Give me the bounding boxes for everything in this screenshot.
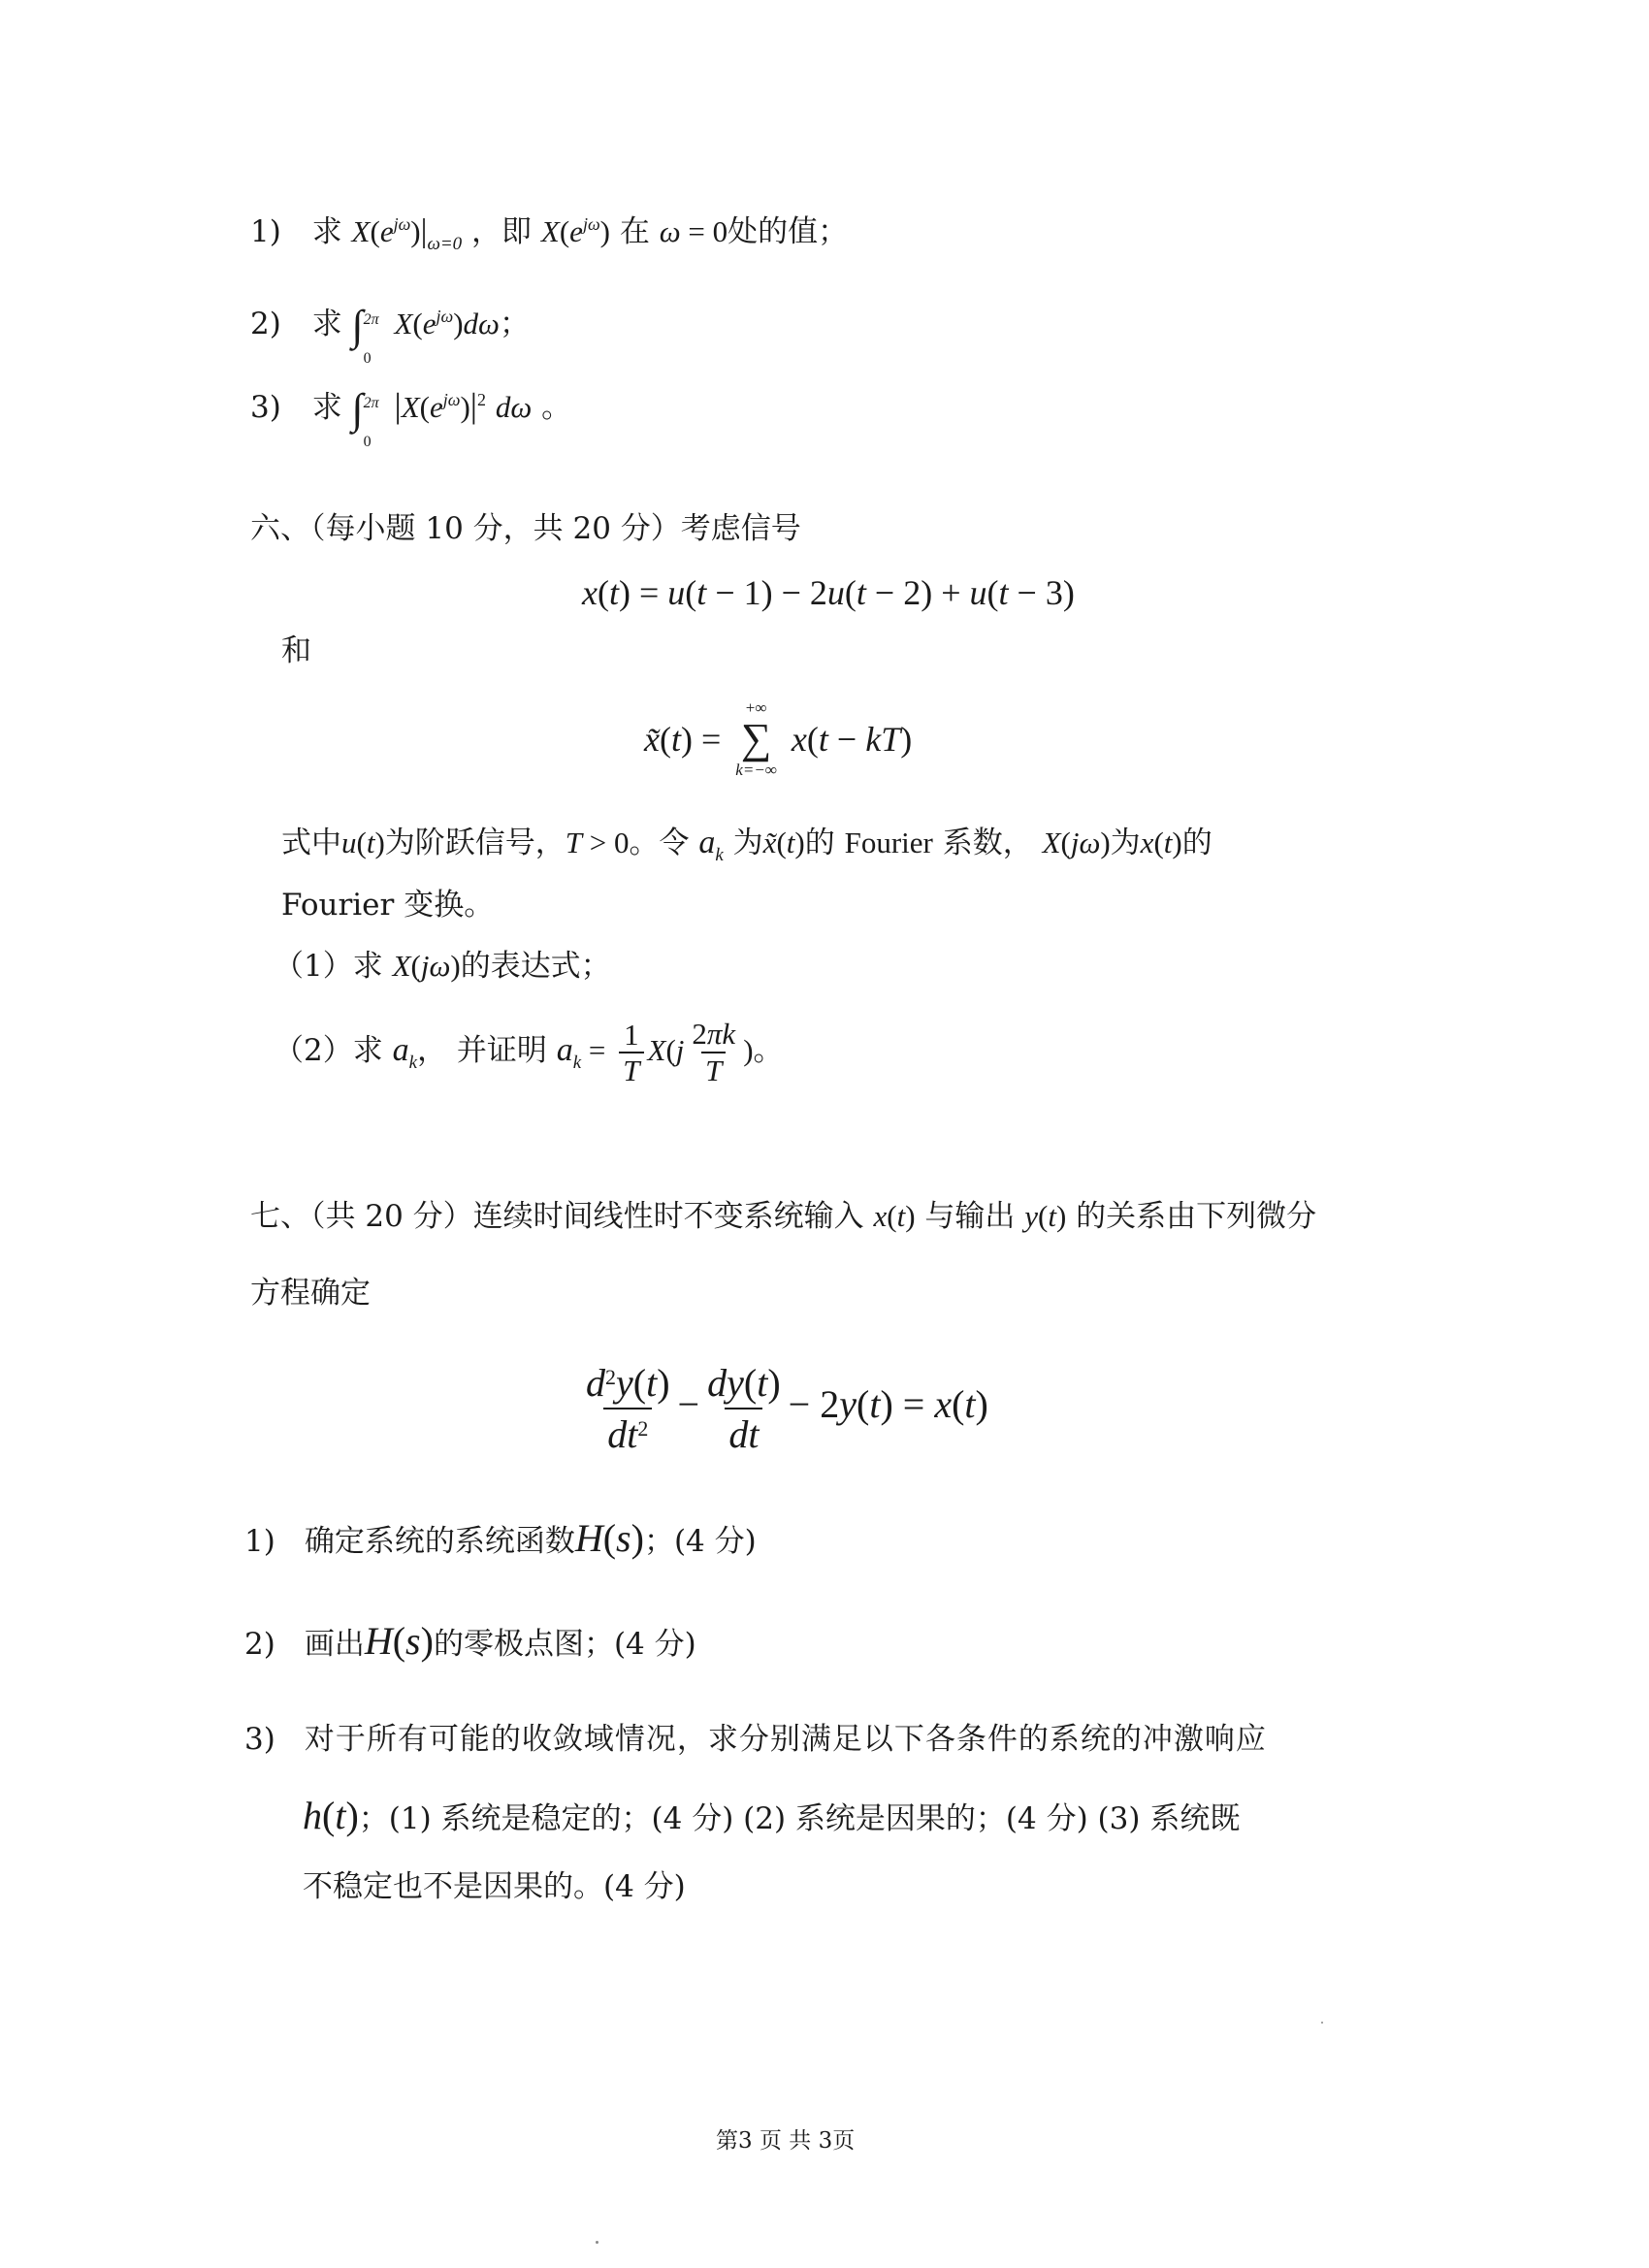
- top-item-3: 3) 求 ∫ 2π 0 $|X(e^{j\omega})|^2$ dω 。: [250, 385, 572, 450]
- q6-sub1: （1）求 X(jω)的表达式；: [274, 949, 611, 984]
- q7-equation: $\frac{d^2y(t)}{dt^2}$ − $\frac{dy(t)}{dt}$ − 2y(t) = x(t): [586, 1361, 988, 1456]
- top-item-2-num: 2): [250, 307, 281, 341]
- page-footer: 第3 页 共 3页: [716, 2128, 856, 2154]
- scan-speck: [596, 2241, 598, 2244]
- q6-heading: 六、（每小题 10 分，共 20 分）考虑信号: [250, 511, 801, 546]
- q7-item-3-line3: 不稳定也不是因果的。(4 分): [303, 1869, 686, 1904]
- top-item-1-num: 1): [250, 214, 281, 249]
- top-item-1-pre: 求: [311, 214, 342, 249]
- top-item-3-pre: 求: [311, 390, 342, 425]
- top-item-3-num: 3): [250, 390, 281, 425]
- q6-desc-line1: 式中u(t)为阶跃信号，T > 0。令 $a_k$ 为x̃(t)的 Fourier 系数， X(jω)为x(t)的: [281, 825, 1212, 865]
- q7-item-1: 1) 确定系统的系统函数H(s)；(4 分): [244, 1516, 757, 1560]
- top-item-1-math: X: [351, 214, 371, 248]
- q7-heading: 七、（共 20 分）连续时间线性时不变系统输入 x(t) 与输出 y(t) 的关系由下列微分: [250, 1199, 1317, 1234]
- q6-eq2: x̃(t) = +∞ ∑ k=−∞ x(t − kT): [644, 698, 913, 779]
- scan-speck: [1321, 2022, 1323, 2024]
- q6-sub2: （2）求 $a_k$， 并证明 $a_k$ = $\frac{1}{T}$ X(j $\frac{2\pi k}{T}$ )。: [274, 1017, 784, 1087]
- q7-item-3: 3) 对于所有可能的收敛域情况，求分别满足以下各条件的系统的冲激响应: [244, 1722, 1267, 1757]
- top-item-2-pre: 求: [311, 307, 342, 341]
- q7-item-3-line2: h(t)；(1) 系统是稳定的；(4 分) (2) 系统是因果的；(4 分) (3) 系统既: [303, 1794, 1241, 1837]
- q6-and: 和: [281, 633, 311, 668]
- top-item-2: 2) 求 ∫ 2π 0 $X(e^{j\omega})d\omega$；: [250, 302, 530, 367]
- q6-desc-line2: Fourier 变换。: [281, 888, 495, 923]
- integral-sign: ∫: [351, 302, 364, 349]
- q7-heading2: 方程确定: [250, 1276, 371, 1311]
- q7-item-2: 2) 画出H(s)的零极点图；(4 分): [244, 1619, 696, 1663]
- q6-eq1: x(t) = u(t − 1) − 2u(t − 2) + u(t − 3): [582, 573, 1075, 612]
- top-item-1: 1) 求 $X(e^{j\omega})|_{\omega=0}$ ，即 $X(e^{j\omega})$ 在 ω = 0处的值；: [250, 213, 849, 254]
